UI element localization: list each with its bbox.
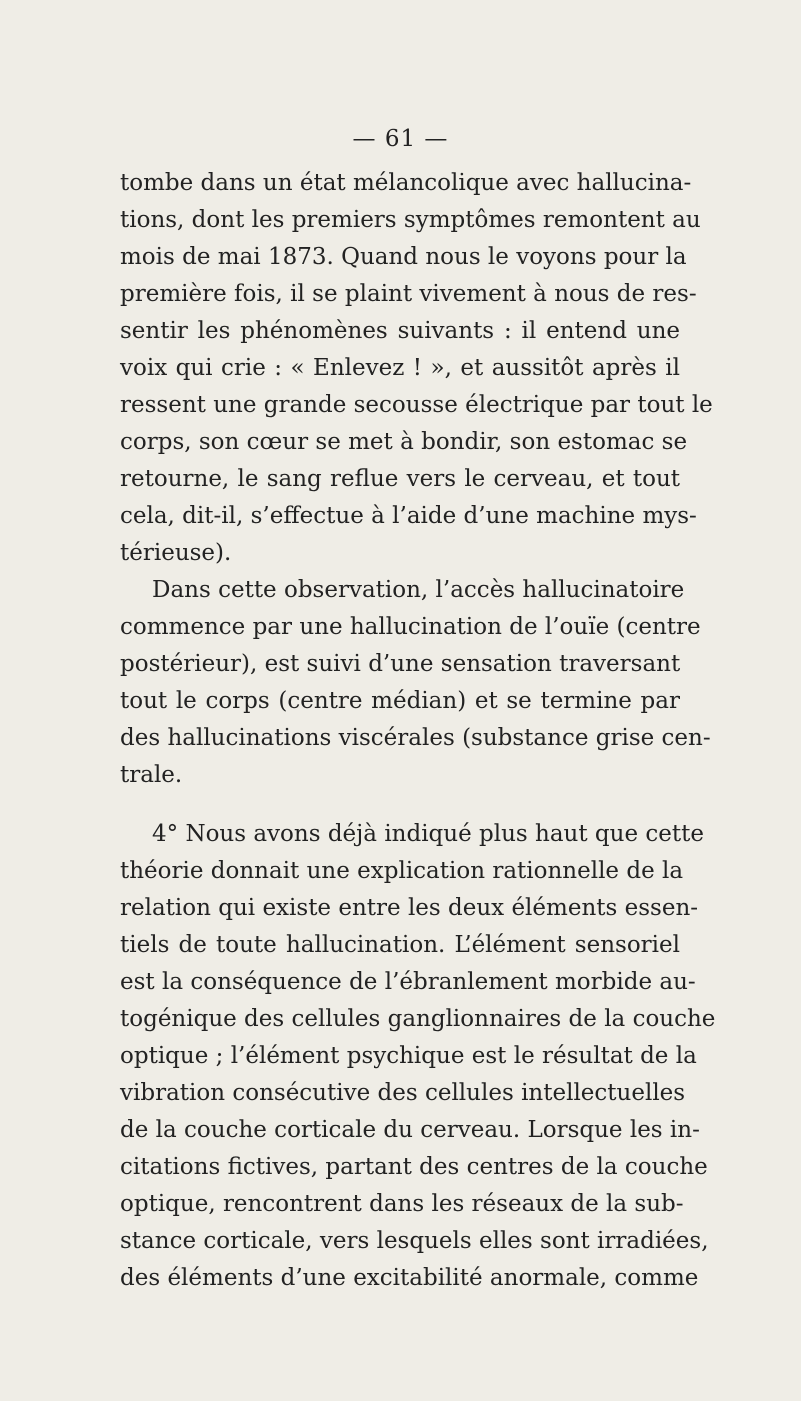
text-line: tout le corps (centre médian) et se termine par <box>120 688 680 714</box>
page-number: — 61 — <box>352 126 449 152</box>
text-line: est la conséquence de l’ébranlement morbide au- <box>120 969 696 995</box>
text-line: citations fictives, partant des centres de la couche <box>120 1154 708 1180</box>
text-line: tions, dont les premiers symptômes remontent au <box>120 207 701 233</box>
text-line: corps, son cœur se met à bondir, son estomac se <box>120 429 688 455</box>
text-line: optique ; l’élément psychique est le résultat de la <box>120 1043 697 1069</box>
text-line: togénique des cellules ganglionnaires de la couche <box>120 1006 716 1032</box>
text-line: optique, rencontrent dans les réseaux de la sub- <box>120 1191 684 1217</box>
text-line: tombe dans un état mélancolique avec hallucina- <box>120 170 692 196</box>
text-line: relation qui existe entre les deux éléments essen- <box>120 895 699 921</box>
text-line: mois de mai 1873. Quand nous le voyons pour la <box>120 244 687 270</box>
text-line: des hallucinations viscérales (substance grise cen- <box>120 725 711 751</box>
text-line: térieuse). <box>120 540 232 566</box>
text-line: cela, dit-il, s’effectue à l’aide d’une machine mys- <box>120 503 697 529</box>
text-line: 4° Nous avons déjà indiqué plus haut que cette <box>152 821 704 847</box>
text-line: théorie donnait une explication rationnelle de la <box>120 858 684 884</box>
text-line: de la couche corticale du cerveau. Lorsque les in- <box>120 1117 700 1143</box>
text-line: première fois, il se plaint vivement à nous de res- <box>120 281 697 307</box>
text-line: des éléments d’une excitabilité anormale, comme <box>120 1265 699 1291</box>
text-line: Dans cette observation, l’accès hallucinatoire <box>152 577 685 603</box>
text-line: retourne, le sang reflue vers le cerveau, et tout <box>120 466 680 492</box>
text-line: postérieur), est suivi d’une sensation traversant <box>120 651 681 677</box>
text-line: stance corticale, vers lesquels elles sont irradiées, <box>120 1228 709 1254</box>
text-line: tiels de toute hallucination. L’élément sensoriel <box>120 932 680 958</box>
text-line: ressent une grande secousse électrique par tout le <box>120 392 713 418</box>
text-line: sentir les phénomènes suivants : il entend une <box>120 318 680 344</box>
text-line: vibration consécutive des cellules intellectuelles <box>120 1080 686 1106</box>
text-line: commence par une hallucination de l’ouïe (centre <box>120 614 701 640</box>
text-line: trale. <box>120 762 183 788</box>
text-line: voix qui crie : « Enlevez ! », et aussitôt après il <box>120 355 680 381</box>
